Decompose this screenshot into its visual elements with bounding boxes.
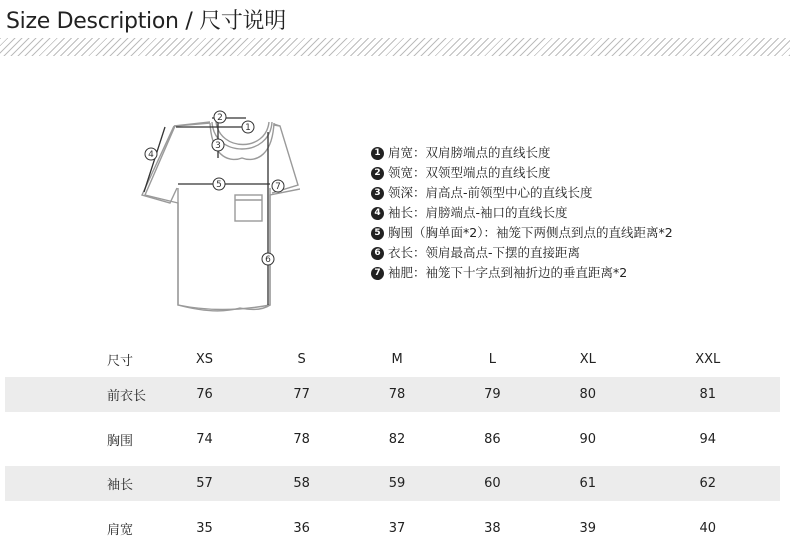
table-row — [5, 377, 780, 412]
table-cell: 39 — [579, 520, 597, 536]
legend-item — [371, 223, 673, 243]
table-cell: 86 — [484, 431, 501, 447]
size-table — [5, 342, 780, 555]
header-cell: 尺寸 — [107, 354, 134, 369]
legend-number: 7 — [371, 267, 384, 280]
page-title: Size Description / 尺寸说明 — [6, 9, 286, 34]
table-cell: 77 — [254, 377, 349, 412]
marker-1 — [242, 121, 254, 133]
svg-text:2: 2 — [217, 113, 223, 123]
table-row — [5, 412, 780, 466]
row-label: 前衣长 — [5, 377, 155, 412]
table-cell: 38 — [484, 520, 501, 536]
marker-7 — [272, 180, 284, 192]
table-cell: 36 — [293, 520, 310, 536]
svg-text:6: 6 — [265, 255, 271, 265]
table-cell: 90 — [579, 431, 597, 447]
header-cell: XS — [195, 352, 214, 367]
table-header-row — [5, 342, 780, 377]
table-cell: 37 — [388, 520, 406, 536]
header-cell: XL — [579, 352, 596, 367]
legend-number: 6 — [371, 247, 384, 260]
legend-item — [371, 243, 673, 263]
legend-number: 1 — [371, 147, 384, 160]
svg-text:7: 7 — [275, 182, 281, 192]
table-cell: 61 — [540, 466, 635, 501]
table-cell: 57 — [155, 466, 254, 501]
legend-text: 衣长：领肩最高点-下摆的直接距离 — [388, 245, 581, 260]
table-cell: 62 — [635, 466, 780, 501]
svg-text:1: 1 — [245, 123, 251, 133]
legend-text: 袖肥：袖笼下十字点到袖折边的垂直距离*2 — [388, 265, 628, 280]
measurement-legend — [371, 143, 673, 283]
header-cell: XXL — [695, 352, 721, 367]
legend-item — [371, 143, 673, 163]
table-cell: 81 — [635, 377, 780, 412]
table-cell: 59 — [349, 466, 444, 501]
table-cell: 76 — [155, 377, 254, 412]
table-cell: 74 — [196, 431, 213, 447]
table-row — [5, 501, 780, 555]
tshirt-diagram — [130, 100, 300, 320]
table-cell: 58 — [254, 466, 349, 501]
header-cell: L — [488, 352, 497, 367]
legend-text: 肩宽：双肩膀端点的直线长度 — [388, 145, 551, 160]
table-cell: 35 — [196, 520, 213, 536]
legend-item — [371, 183, 673, 203]
legend-number: 4 — [371, 207, 384, 220]
legend-item — [371, 163, 673, 183]
table-cell: 82 — [388, 431, 406, 447]
legend-number: 5 — [371, 227, 384, 240]
svg-text:4: 4 — [148, 150, 154, 160]
table-cell: 40 — [699, 520, 717, 536]
header-cell: S — [297, 352, 306, 367]
row-label: 肩宽 — [107, 522, 134, 538]
legend-number: 2 — [371, 167, 384, 180]
svg-text:5: 5 — [216, 180, 222, 190]
marker-3 — [212, 139, 224, 151]
legend-text: 领宽：双领型端点的直线长度 — [388, 165, 551, 180]
marker-4 — [145, 148, 157, 160]
table-cell: 79 — [445, 377, 540, 412]
marker-6 — [262, 253, 274, 265]
title-divider — [0, 38, 790, 56]
svg-text:3: 3 — [215, 141, 221, 151]
table-row — [5, 466, 780, 501]
row-label: 袖长 — [5, 466, 155, 501]
table-cell: 78 — [293, 431, 310, 447]
legend-text: 胸围（胸单面*2）：袖笼下两侧点到点的直线距离*2 — [388, 225, 673, 240]
table-cell: 60 — [445, 466, 540, 501]
row-label: 胸围 — [107, 433, 134, 449]
header-cell: M — [391, 352, 403, 367]
legend-item — [371, 203, 673, 223]
marker-5 — [213, 178, 225, 190]
table-cell: 78 — [349, 377, 444, 412]
legend-number: 3 — [371, 187, 384, 200]
legend-text: 袖长：肩膀端点-袖口的直线长度 — [388, 205, 568, 220]
legend-text: 领深：肩高点-前领型中心的直线长度 — [388, 185, 593, 200]
legend-item — [371, 263, 673, 283]
table-cell: 80 — [540, 377, 635, 412]
table-cell: 94 — [699, 431, 717, 447]
marker-2 — [214, 111, 226, 123]
